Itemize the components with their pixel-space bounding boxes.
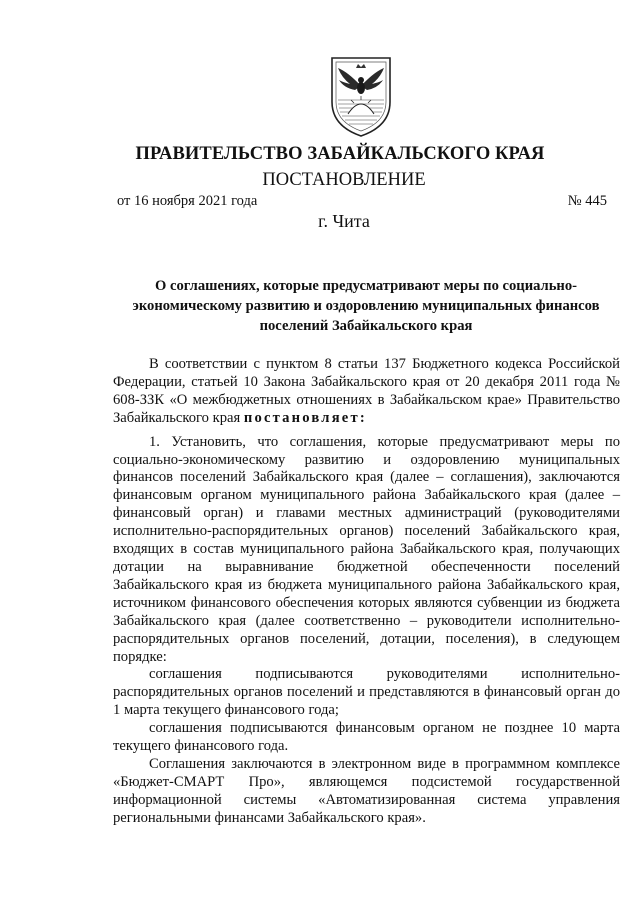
clause-1-item-1: соглашения подписываются руководителями исполнительно-распорядительных органов поселений и представляются в финансовый орган до 1 марта текущего финансового года;	[113, 666, 620, 719]
document-subject: О соглашениях, которые предусматривают меры по социально-экономическому развитию и оздоровлению муниципальных финансов поселений Забайкальского края	[132, 278, 600, 334]
clause-1-paragraph: 1. Установить, что соглашения, которые предусматривают меры по социально-экономическому развитию и оздоровлению муниципальных финансов поселений Забайкальского края (далее – соглашения), заключаются финансовым органом муниципального района Забайкальского края (далее – финансовый орган) и главами местных администраций (руководителями исполнительно-распорядительных органов) поселений Забайкальского края, входящих в состав муниципального района Забайкальского края, получающих дотации на выравнивание бюджетной обеспеченности поселений Забайкальского края из бюджета муниципального района Забайкальского края, источником финансового обеспечения которых являются субвенции из бюджета Забайкальского края (далее соответственно – руководители исполнительно-распорядительных органов поселений, дотации, поселения), в следующем порядке:	[113, 433, 620, 665]
clause-1-item-2: соглашения подписываются финансовым органом не позднее 10 марта текущего финансового года.	[113, 720, 620, 755]
coat-of-arms-icon	[328, 56, 394, 138]
preamble-text: В соответствии с пунктом 8 статьи 137 Бюджетного кодекса Российской Федерации, статьей 10 Закона Забайкальского края от 20 декабря 2011 года № 608-ЗЗК «О межбюджетных отношениях в Забайкальском крае» Правительство Забайкальского края	[113, 356, 620, 426]
document-city: г. Чита	[318, 211, 370, 231]
document-body	[113, 356, 620, 828]
government-title: ПРАВИТЕЛЬСТВО ЗАБАЙКАЛЬСКОГО КРАЯ	[135, 144, 545, 164]
preamble-paragraph	[113, 356, 620, 428]
electronic-form-paragraph: Соглашения заключаются в электронном виде в программном комплексе «Бюджет-СМАРТ Про», являющемся подсистемой государственной информационной системы «Автоматизированная система управления региональными финансами Забайкальского края».	[113, 755, 620, 826]
document-number: № 445	[567, 193, 607, 209]
resolves-word: постановляет:	[243, 409, 367, 426]
document-type: ПОСТАНОВЛЕНИЕ	[262, 170, 426, 190]
document-date: от 16 ноября 2021 года	[117, 193, 258, 209]
